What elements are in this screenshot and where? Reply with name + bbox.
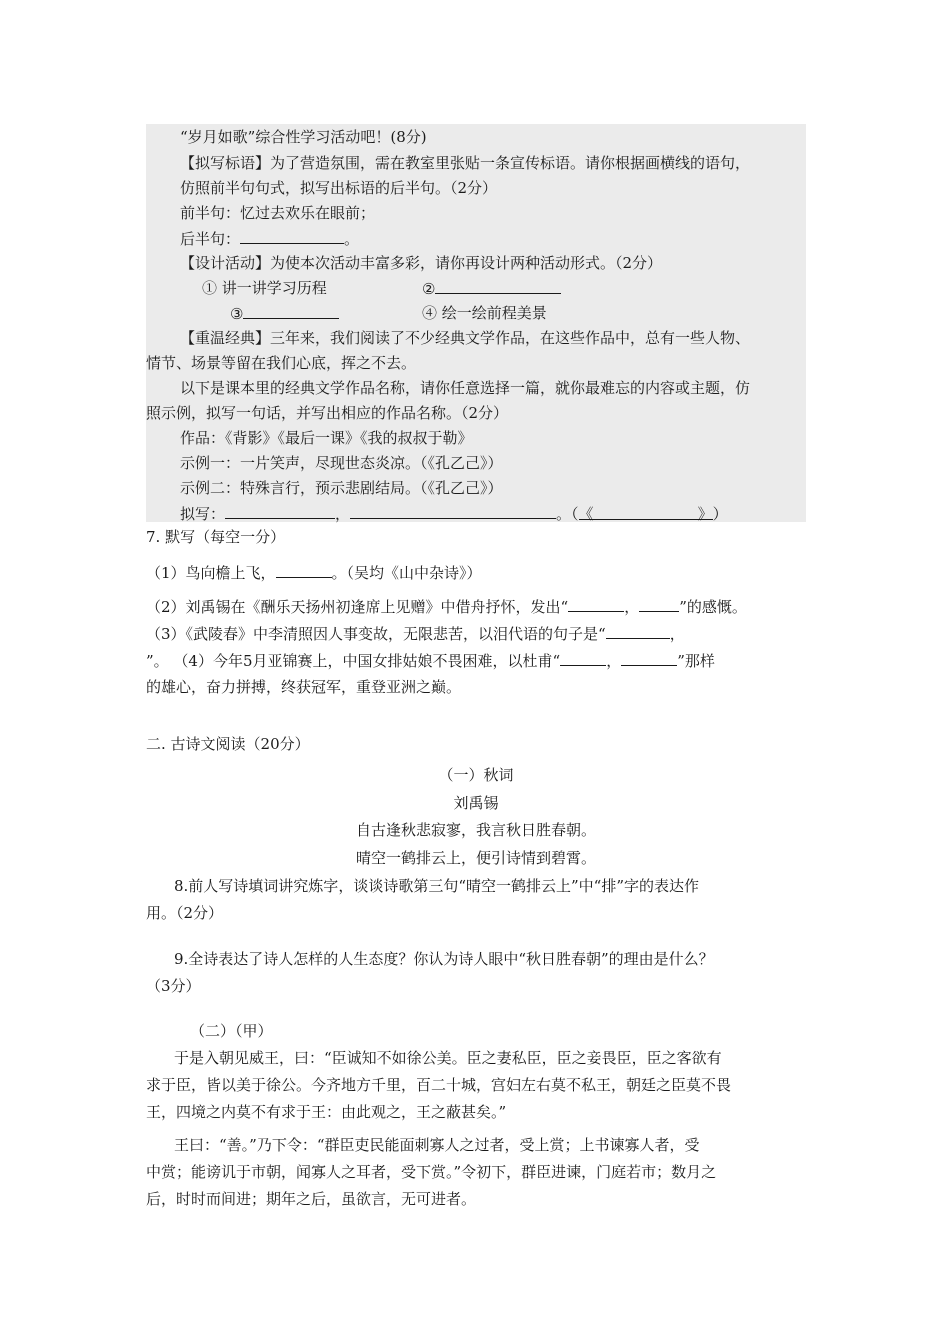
q7-line5: 的雄心，奋力拼搏，终获冠军，重登亚洲之巅。 bbox=[146, 678, 462, 696]
slogan-prompt-line1: 【拟写标语】为了营造氛围，需在教室里张贴一条宣传标语。请你根据画横线的语句， bbox=[180, 154, 751, 172]
q7-4-end: ”那样 bbox=[677, 652, 715, 670]
second-half-end: 。 bbox=[344, 230, 360, 248]
q7-3-text: （3）《武陵春》中李清照因人事变故，无限悲苦，以泪代语的句子是“ bbox=[146, 625, 606, 643]
option-2-blank[interactable] bbox=[435, 278, 561, 294]
q7-1-blank[interactable] bbox=[276, 562, 332, 578]
q7-line3 bbox=[146, 623, 685, 644]
q7-2-blank-a[interactable] bbox=[568, 596, 624, 612]
activity-option-2 bbox=[422, 278, 561, 299]
q9-line2: （3分） bbox=[146, 977, 201, 995]
part2-heading: （二）（甲） bbox=[190, 1022, 273, 1040]
section2-title: 二. 古诗文阅读（20分） bbox=[146, 735, 310, 753]
q7-4-comma: ， bbox=[606, 652, 622, 670]
second-half-label: 后半句： bbox=[180, 230, 241, 248]
option-3-blank[interactable] bbox=[243, 303, 339, 319]
book-close: 》 bbox=[697, 505, 713, 523]
q7-1-source: 。（吴均《山中杂诗》） bbox=[331, 564, 482, 582]
example-one: 示例一：一片笑声，尽现世态炎凉。（《孔乙己》） bbox=[180, 454, 503, 472]
draft-label: 拟写： bbox=[180, 505, 226, 523]
classic-prompt-line1: 【重温经典】三年来，我们阅读了不少经典文学作品，在这些作品中，总有一些人物、 bbox=[180, 329, 751, 347]
draft-blank-2[interactable] bbox=[350, 503, 556, 519]
q7-3-comma: ， bbox=[669, 625, 685, 643]
q7-4-blank-a[interactable] bbox=[560, 650, 606, 666]
draft-line bbox=[180, 503, 728, 524]
q7-2-comma: ， bbox=[624, 598, 640, 616]
draft-end: ） bbox=[712, 505, 728, 523]
q8-line1: 8.前人写诗填词讲究炼字，谈谈诗歌第三句“晴空一鹤排云上”中“排”字的表达作 bbox=[174, 877, 699, 895]
activity-option-3 bbox=[230, 303, 339, 324]
passage-p2-line1: 王曰：“善。”乃下令：“群臣吏民能面刺寡人之过者，受上赏；上书谏寡人者，受 bbox=[174, 1136, 700, 1154]
draft-period: 。（ bbox=[556, 505, 579, 523]
passage-p1-line3: 王，四境之内莫不有求于王：由此观之，王之蔽甚矣。” bbox=[146, 1103, 507, 1121]
poem-author: 刘禹锡 bbox=[453, 794, 499, 812]
draft-comma: ， bbox=[335, 505, 351, 523]
example-two: 示例二：特殊言行，预示悲剧结局。（《孔乙己》） bbox=[180, 479, 503, 497]
passage-p2-line3: 后，时时而间进；期年之后，虽欲言，无可进者。 bbox=[146, 1190, 477, 1208]
draft-blank-1[interactable] bbox=[225, 503, 335, 519]
works-list: 作品：《背影》《最后一课》《我的叔叔于勒》 bbox=[180, 429, 473, 447]
q7-2-blank-b[interactable] bbox=[639, 596, 679, 612]
passage-p1-line1: 于是入朝见威王，曰：“臣诚知不如徐公美。臣之妻私臣，臣之妾畏臣，臣之客欲有 bbox=[174, 1049, 722, 1067]
slogan-second-half bbox=[180, 228, 359, 249]
activity-intro: “岁月如歌”综合性学习活动吧！(8分) bbox=[180, 128, 427, 146]
slogan-prompt-line2: 仿照前半句句式，拟写出标语的后半句。（2分） bbox=[180, 179, 498, 197]
classic-prompt-line4: 照示例，拟写一句话，并写出相应的作品名称。（2分） bbox=[146, 404, 509, 422]
activity-option-1: ① 讲一讲学习历程 bbox=[202, 279, 327, 297]
q7-2-end: ”的感慨。 bbox=[679, 598, 747, 616]
draft-book-title[interactable] bbox=[578, 504, 713, 523]
classic-prompt-line2: 情节、场景等留在我们心底，挥之不去。 bbox=[146, 354, 417, 372]
passage-p2-line2: 中赏；能谤讥于市朝，闻寡人之耳者，受下赏。”令初下，群臣进谏，门庭若市；数月之 bbox=[146, 1163, 717, 1181]
poem-line2: 晴空一鹤排云上，便引诗情到碧霄。 bbox=[355, 849, 596, 867]
poem-heading: （一）秋词 bbox=[438, 766, 514, 784]
poem-line1: 自古逢秋悲寂寥，我言秋日胜春朝。 bbox=[355, 821, 596, 839]
q7-line2 bbox=[146, 596, 747, 617]
q7-1-text: （1）鸟向檐上飞， bbox=[146, 564, 276, 582]
passage-p1-line2: 求于臣，皆以美于徐公。今齐地方千里，百二十城，宫妇左右莫不私王，朝廷之臣莫不畏 bbox=[146, 1076, 732, 1094]
q7-3-blank[interactable] bbox=[606, 623, 670, 639]
activity-option-4: ④ 绘一绘前程美景 bbox=[422, 304, 547, 322]
book-open: 《 bbox=[578, 505, 594, 523]
q8-line2: 用。（2分） bbox=[146, 904, 224, 922]
option-2-number: ② bbox=[422, 280, 436, 298]
q7-line4 bbox=[146, 650, 715, 671]
q7-4-text: ”。 （4）今年5月亚锦赛上，中国女排姑娘不畏困难，以杜甫“ bbox=[146, 652, 561, 670]
q7-4-blank-b[interactable] bbox=[621, 650, 677, 666]
classic-prompt-line3: 以下是课本里的经典文学作品名称，请你任意选择一篇，就你最难忘的内容或主题，仿 bbox=[180, 379, 751, 397]
q9-line1: 9.全诗表达了诗人怎样的人生态度？你认为诗人眼中“秋日胜春朝”的理由是什么？ bbox=[174, 950, 714, 968]
slogan-first-half: 前半句：忆过去欢乐在眼前； bbox=[180, 204, 376, 222]
design-activity-prompt: 【设计活动】为使本次活动丰富多彩，请你再设计两种活动形式。（2分） bbox=[180, 254, 663, 272]
q7-2-text: （2）刘禹锡在《酬乐天扬州初逢席上见赠》中借舟抒怀，发出“ bbox=[146, 598, 569, 616]
option-3-number: ③ bbox=[230, 305, 244, 323]
q7-title: 7. 默写（每空一分） bbox=[146, 528, 286, 546]
second-half-blank[interactable] bbox=[240, 228, 344, 244]
q7-line1 bbox=[146, 562, 482, 583]
